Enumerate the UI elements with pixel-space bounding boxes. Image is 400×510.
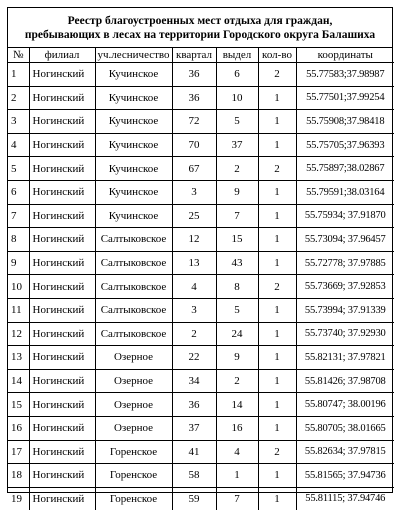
forestry-cell: Кучинское xyxy=(95,157,172,181)
forestry-cell: Горенское xyxy=(95,440,172,464)
forestry-cell: Озерное xyxy=(95,346,172,370)
plot-cell: 5 xyxy=(216,298,258,322)
header-number: № xyxy=(8,48,29,63)
quarter-cell: 67 xyxy=(172,157,216,181)
quarter-cell: 37 xyxy=(172,416,216,440)
table-row xyxy=(8,298,394,322)
coordinates-cell: 55.73740; 37.92930 xyxy=(296,322,394,346)
coordinates-cell: 55.72778; 37.97885 xyxy=(296,251,394,275)
branch-cell: Ногинский xyxy=(29,322,95,346)
row-number: 18 xyxy=(8,464,29,488)
branch-cell: Ногинский xyxy=(29,110,95,134)
row-number: 16 xyxy=(8,416,29,440)
registry-table xyxy=(8,48,394,510)
branch-cell: Ногинский xyxy=(29,228,95,252)
branch-cell: Ногинский xyxy=(29,346,95,370)
count-cell: 2 xyxy=(258,440,296,464)
row-number: 1 xyxy=(8,63,29,87)
row-number: 12 xyxy=(8,322,29,346)
plot-cell: 6 xyxy=(216,63,258,87)
plot-cell: 4 xyxy=(216,440,258,464)
forestry-cell: Озерное xyxy=(95,369,172,393)
coordinates-cell: 55.77583;37.98987 xyxy=(296,63,394,87)
plot-cell: 24 xyxy=(216,322,258,346)
branch-cell: Ногинский xyxy=(29,133,95,157)
table-header-row xyxy=(8,48,394,63)
coordinates-cell: 55.80705; 38.01665 xyxy=(296,416,394,440)
plot-cell: 9 xyxy=(216,180,258,204)
branch-cell: Ногинский xyxy=(29,487,95,510)
forestry-cell: Салтыковское xyxy=(95,251,172,275)
count-cell: 1 xyxy=(258,298,296,322)
row-number: 19 xyxy=(8,487,29,510)
quarter-cell: 36 xyxy=(172,393,216,417)
quarter-cell: 72 xyxy=(172,110,216,134)
quarter-cell: 59 xyxy=(172,487,216,510)
row-number: 9 xyxy=(8,251,29,275)
quarter-cell: 3 xyxy=(172,298,216,322)
header-forestry: уч.лесничество xyxy=(95,48,172,63)
table-row xyxy=(8,228,394,252)
count-cell: 1 xyxy=(258,464,296,488)
table-row xyxy=(8,369,394,393)
count-cell: 1 xyxy=(258,133,296,157)
registry-document xyxy=(7,7,393,505)
header-plot: выдел xyxy=(216,48,258,63)
table-row xyxy=(8,86,394,110)
table-row xyxy=(8,275,394,299)
coordinates-cell: 55.81426; 37.98708 xyxy=(296,369,394,393)
coordinates-cell: 55.75897;38.02867 xyxy=(296,157,394,181)
count-cell: 1 xyxy=(258,251,296,275)
table-row xyxy=(8,416,394,440)
count-cell: 1 xyxy=(258,180,296,204)
row-number: 8 xyxy=(8,228,29,252)
quarter-cell: 36 xyxy=(172,86,216,110)
forestry-cell: Салтыковское xyxy=(95,228,172,252)
quarter-cell: 58 xyxy=(172,464,216,488)
row-number: 6 xyxy=(8,180,29,204)
forestry-cell: Горенское xyxy=(95,487,172,510)
row-number: 2 xyxy=(8,86,29,110)
header-branch: филиал xyxy=(29,48,95,63)
row-number: 3 xyxy=(8,110,29,134)
row-number: 4 xyxy=(8,133,29,157)
coordinates-cell: 55.79591;38.03164 xyxy=(296,180,394,204)
row-number: 14 xyxy=(8,369,29,393)
plot-cell: 7 xyxy=(216,204,258,228)
table-row xyxy=(8,110,394,134)
quarter-cell: 22 xyxy=(172,346,216,370)
count-cell: 1 xyxy=(258,204,296,228)
coordinates-cell: 55.75908;37.98418 xyxy=(296,110,394,134)
branch-cell: Ногинский xyxy=(29,298,95,322)
row-number: 7 xyxy=(8,204,29,228)
forestry-cell: Кучинское xyxy=(95,86,172,110)
quarter-cell: 41 xyxy=(172,440,216,464)
coordinates-cell: 55.73994; 37.91339 xyxy=(296,298,394,322)
header-count: кол-во xyxy=(258,48,296,63)
quarter-cell: 2 xyxy=(172,322,216,346)
table-row xyxy=(8,393,394,417)
table-row xyxy=(8,440,394,464)
header-quarter: квартал xyxy=(172,48,216,63)
plot-cell: 14 xyxy=(216,393,258,417)
coordinates-cell: 55.75934; 37.91870 xyxy=(296,204,394,228)
quarter-cell: 12 xyxy=(172,228,216,252)
branch-cell: Ногинский xyxy=(29,464,95,488)
branch-cell: Ногинский xyxy=(29,204,95,228)
table-row xyxy=(8,204,394,228)
forestry-cell: Озерное xyxy=(95,393,172,417)
plot-cell: 7 xyxy=(216,487,258,510)
count-cell: 1 xyxy=(258,487,296,510)
plot-cell: 43 xyxy=(216,251,258,275)
document-title xyxy=(8,8,392,48)
count-cell: 1 xyxy=(258,393,296,417)
title-line-1: Реестр благоустроенных мест отдыха для граждан, xyxy=(67,14,333,27)
branch-cell: Ногинский xyxy=(29,369,95,393)
plot-cell: 15 xyxy=(216,228,258,252)
quarter-cell: 4 xyxy=(172,275,216,299)
branch-cell: Ногинский xyxy=(29,440,95,464)
quarter-cell: 34 xyxy=(172,369,216,393)
branch-cell: Ногинский xyxy=(29,180,95,204)
row-number: 15 xyxy=(8,393,29,417)
forestry-cell: Кучинское xyxy=(95,63,172,87)
forestry-cell: Кучинское xyxy=(95,110,172,134)
row-number: 10 xyxy=(8,275,29,299)
coordinates-cell: 55.82131; 37.97821 xyxy=(296,346,394,370)
quarter-cell: 70 xyxy=(172,133,216,157)
forestry-cell: Кучинское xyxy=(95,204,172,228)
count-cell: 1 xyxy=(258,110,296,134)
quarter-cell: 13 xyxy=(172,251,216,275)
plot-cell: 2 xyxy=(216,157,258,181)
branch-cell: Ногинский xyxy=(29,251,95,275)
coordinates-cell: 55.75705;37.96393 xyxy=(296,133,394,157)
branch-cell: Ногинский xyxy=(29,393,95,417)
row-number: 13 xyxy=(8,346,29,370)
table-row xyxy=(8,180,394,204)
row-number: 11 xyxy=(8,298,29,322)
table-row xyxy=(8,157,394,181)
plot-cell: 5 xyxy=(216,110,258,134)
plot-cell: 8 xyxy=(216,275,258,299)
count-cell: 1 xyxy=(258,369,296,393)
plot-cell: 37 xyxy=(216,133,258,157)
title-line-2: пребывающих в лесах на территории Городского округа Балашиха xyxy=(24,28,376,41)
header-coordinates: координаты xyxy=(296,48,394,63)
branch-cell: Ногинский xyxy=(29,275,95,299)
coordinates-cell: 55.73094; 37.96457 xyxy=(296,228,394,252)
forestry-cell: Салтыковское xyxy=(95,275,172,299)
count-cell: 1 xyxy=(258,86,296,110)
table-row xyxy=(8,322,394,346)
row-number: 17 xyxy=(8,440,29,464)
count-cell: 1 xyxy=(258,228,296,252)
coordinates-cell: 55.82634; 37.97815 xyxy=(296,440,394,464)
table-row xyxy=(8,133,394,157)
count-cell: 1 xyxy=(258,346,296,370)
coordinates-cell: 55.77501;37.99254 xyxy=(296,86,394,110)
forestry-cell: Кучинское xyxy=(95,180,172,204)
forestry-cell: Озерное xyxy=(95,416,172,440)
branch-cell: Ногинский xyxy=(29,63,95,87)
forestry-cell: Салтыковское xyxy=(95,298,172,322)
row-number: 5 xyxy=(8,157,29,181)
table-row xyxy=(8,464,394,488)
quarter-cell: 36 xyxy=(172,63,216,87)
count-cell: 2 xyxy=(258,157,296,181)
plot-cell: 2 xyxy=(216,369,258,393)
coordinates-cell: 55.81565; 37.94736 xyxy=(296,464,394,488)
coordinates-cell: 55.80747; 38.00196 xyxy=(296,393,394,417)
count-cell: 2 xyxy=(258,63,296,87)
branch-cell: Ногинский xyxy=(29,157,95,181)
plot-cell: 16 xyxy=(216,416,258,440)
plot-cell: 9 xyxy=(216,346,258,370)
plot-cell: 1 xyxy=(216,464,258,488)
count-cell: 2 xyxy=(258,275,296,299)
branch-cell: Ногинский xyxy=(29,416,95,440)
count-cell: 1 xyxy=(258,416,296,440)
quarter-cell: 3 xyxy=(172,180,216,204)
forestry-cell: Кучинское xyxy=(95,133,172,157)
quarter-cell: 25 xyxy=(172,204,216,228)
forestry-cell: Салтыковское xyxy=(95,322,172,346)
branch-cell: Ногинский xyxy=(29,86,95,110)
table-row xyxy=(8,63,394,87)
forestry-cell: Горенское xyxy=(95,464,172,488)
table-row xyxy=(8,487,394,510)
count-cell: 1 xyxy=(258,322,296,346)
plot-cell: 10 xyxy=(216,86,258,110)
coordinates-cell: 55.81115; 37.94746 xyxy=(296,487,394,510)
table-row xyxy=(8,346,394,370)
table-row xyxy=(8,251,394,275)
coordinates-cell: 55.73669; 37.92853 xyxy=(296,275,394,299)
